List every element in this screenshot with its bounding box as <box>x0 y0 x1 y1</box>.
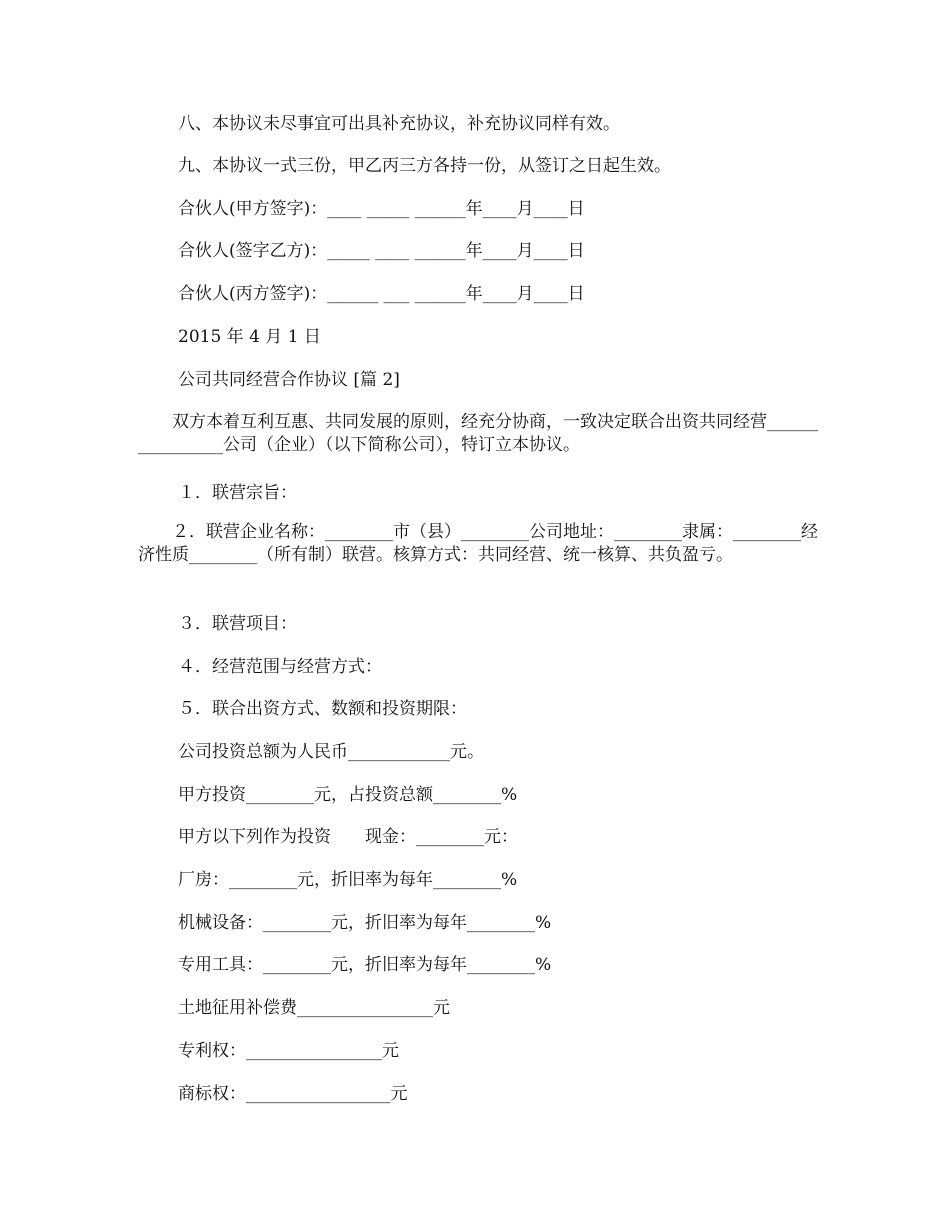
item-2-paragraph: ２．联营企业名称：________市（县）________公司地址：________隶属：________经济性质________（所有制）联营。核算方式：共同经营、统一核算、共负盈亏。 <box>138 522 818 565</box>
item-3-project: ３．联营项目： <box>178 614 297 634</box>
investment-trademark: 商标权：_________________元 <box>178 1084 408 1104</box>
investment-land: 土地征用补偿费________________元 <box>178 998 450 1018</box>
section-title: 公司共同经营合作协议 [篇 2] <box>178 370 400 390</box>
investment-total: 公司投资总额为人民币____________元。 <box>178 742 484 762</box>
investment-tools: 专用工具：________元，折旧率为每年________% <box>178 955 552 975</box>
investment-patent: 专利权：________________元 <box>178 1041 399 1061</box>
investment-party-a: 甲方投资________元，占投资总额________% <box>178 785 518 805</box>
item-1-purpose: １．联营宗旨： <box>178 483 297 503</box>
investment-machinery: 机械设备：________元，折旧率为每年________% <box>178 913 552 933</box>
signature-party-b: 合伙人(签字乙方)：_____ ____ ______年____月____日 <box>178 241 585 261</box>
signature-party-c: 合伙人(丙方签字)：______ ___ ______年____月____日 <box>178 284 585 304</box>
item-4-scope: ４．经营范围与经营方式： <box>178 657 382 677</box>
investment-cash: 甲方以下列作为投资 现金：________元： <box>178 827 518 847</box>
clause-9: 九、本协议一式三份，甲乙丙三方各持一份，从签订之日起生效。 <box>178 156 671 176</box>
clause-8: 八、本协议未尽事宜可出具补充协议，补充协议同样有效。 <box>178 114 620 134</box>
signature-party-a: 合伙人(甲方签字)：____ _____ ______年____月____日 <box>178 199 585 219</box>
signing-date: 2015 年 4 月 1 日 <box>178 327 321 347</box>
investment-factory: 厂房：________元，折旧率为每年________% <box>178 870 518 890</box>
item-5-investment: ５．联合出资方式、数额和投资期限： <box>178 699 467 719</box>
intro-paragraph: 双方本着互利互惠、共同发展的原则，经充分协商，一致决定联合出资共同经营________________公司（企业）（以下简称公司），特订立本协议。 <box>138 412 818 455</box>
